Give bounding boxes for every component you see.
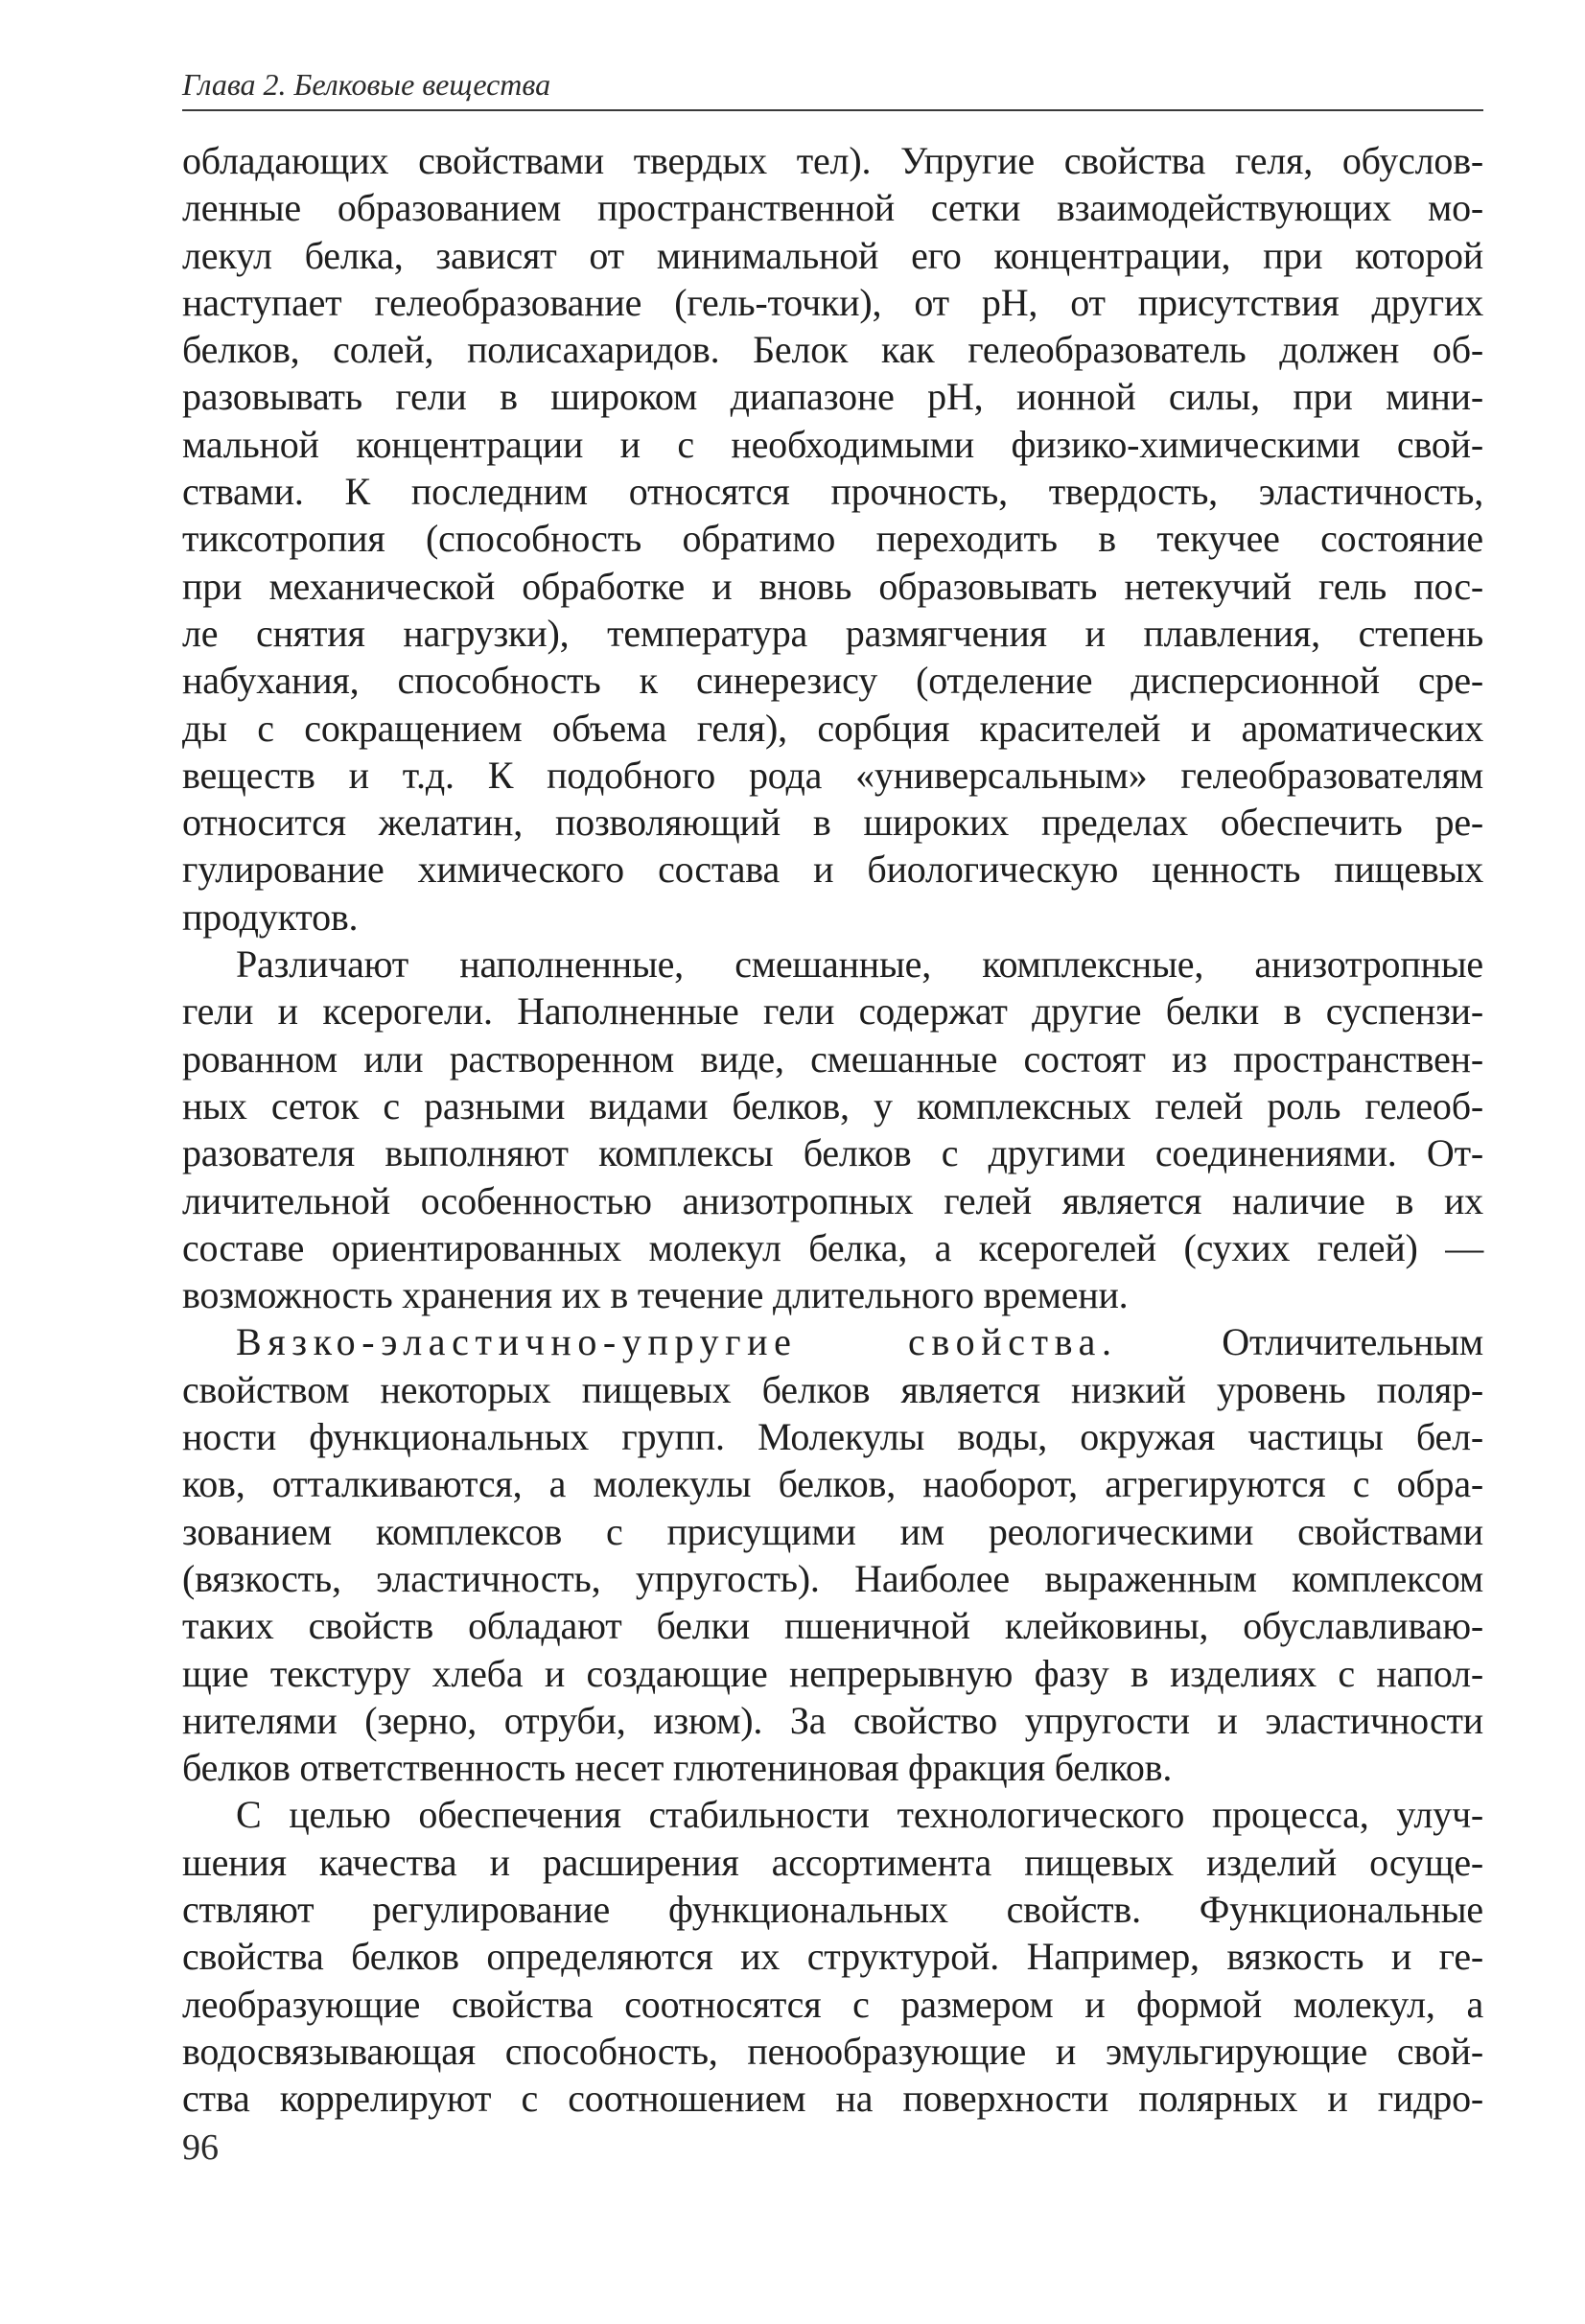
text-line: Различают наполненные, смешанные, комплексные, анизотропные	[236, 942, 1483, 987]
text-line: свойством некоторых пищевых белков является низкий уровень поляр-	[182, 1367, 1483, 1411]
section-heading: Вязко-эластично-упругие свойства.	[236, 1320, 1118, 1364]
text-line: водосвязывающая способность, пенообразующие и эмульгирующие свой-	[182, 2029, 1483, 2073]
text-line: шения качества и расширения ассортимента пищевых изделий осуще-	[182, 1840, 1483, 1884]
text-line: лекул белка, зависят от минимальной его концентрации, при которой	[182, 233, 1483, 277]
chapter-title: Глава 2. Белковые вещества	[182, 67, 551, 102]
text-line: ленные образованием пространственной сетки взаимодействующих мо-	[182, 186, 1483, 230]
text-line: ствляют регулирование функциональных свойств. Функциональные	[182, 1887, 1483, 1931]
heading-line-rest: Отличительным	[1222, 1320, 1483, 1364]
text-line: таких свойств обладают белки пшеничной клейковины, обуславливаю-	[182, 1604, 1483, 1648]
text-line: возможность хранения их в течение длительного времени.	[182, 1273, 1129, 1317]
text-line: ства коррелируют с соотношением на поверхности полярных и гидро-	[182, 2077, 1483, 2121]
text-line: составе ориентированных молекул белка, а ксерогелей (сухих гелей) —	[182, 1225, 1483, 1269]
text-line	[182, 1318, 1483, 1365]
page-number: 96	[182, 2127, 219, 2168]
running-header	[182, 61, 1483, 111]
text-line: белков ответственность несет глютениновая фракция белков.	[182, 1746, 1173, 1790]
paragraph-1	[182, 137, 1483, 941]
paragraph-3	[182, 1318, 1483, 1791]
text-line: ды с сокращением объема геля), сорбция красителей и ароматических	[182, 706, 1483, 750]
text-line: мальной концентрации и с необходимыми физико-химическими свой-	[182, 422, 1483, 466]
text-line: продуктов.	[182, 895, 359, 939]
text-line: веществ и т.д. К подобного рода «универсальным» гелеобразователям	[182, 753, 1483, 797]
text-line: тиксотропия (способность обратимо переходить в текучее состояние	[182, 517, 1483, 561]
text-line: ных сеток с разными видами белков, у комплексных гелей роль гелеоб-	[182, 1083, 1483, 1127]
text-line: наступает гелеобразование (гель-точки), от pH, от присутствия других	[182, 280, 1483, 324]
text-line: разователя выполняют комплексы белков с другими соединениями. От-	[182, 1131, 1483, 1175]
text-line: рованном или растворенном виде, смешанные состоят из пространствен-	[182, 1036, 1483, 1081]
paragraph-4	[182, 1791, 1483, 2122]
text-line: гели и ксерогели. Наполненные гели содержат другие белки в суспензи-	[182, 989, 1483, 1034]
text-line: С целью обеспечения стабильности технологического процесса, улуч-	[236, 1793, 1483, 1837]
text-line: ков, отталкиваются, а молекулы белков, наоборот, агрегируются с обра-	[182, 1462, 1483, 1506]
text-line: ности функциональных групп. Молекулы воды, окружая частицы бел-	[182, 1415, 1483, 1459]
text-line: нителями (зерно, отруби, изюм). За свойство упругости и эластичности	[182, 1698, 1483, 1742]
text-line: обладающих свойствами твердых тел). Упругие свойства геля, обуслов-	[182, 139, 1483, 182]
text-line: разовывать гели в широком диапазоне pH, ионной силы, при мини-	[182, 375, 1483, 419]
text-line: личительной особенностью анизотропных гелей является наличие в их	[182, 1178, 1483, 1222]
text-line: гулирование химического состава и биологическую ценность пищевых	[182, 848, 1483, 892]
body-text	[182, 137, 1483, 2122]
text-line: ле снятия нагрузки), температура размягчения и плавления, степень	[182, 611, 1483, 655]
text-line: зованием комплексов с присущими им реологическими свойствами	[182, 1509, 1483, 1553]
text-line: щие текстуру хлеба и создающие непрерывную фазу в изделиях с напол-	[182, 1651, 1483, 1695]
text-line: ствами. К последним относятся прочность, твердость, эластичность,	[182, 470, 1483, 514]
paragraph-2	[182, 941, 1483, 1318]
text-line: относится желатин, позволяющий в широких пределах обеспечить ре-	[182, 801, 1483, 845]
text-line: леобразующие свойства соотносятся с размером и формой молекул, а	[182, 1982, 1483, 2026]
text-line: свойства белков определяются их структурой. Например, вязкость и ге-	[182, 1935, 1483, 1979]
text-line: белков, солей, полисахаридов. Белок как гелеобразователь должен об-	[182, 328, 1483, 372]
text-line: (вязкость, эластичность, упругость). Наиболее выраженным комплексом	[182, 1556, 1483, 1600]
text-line: набухания, способность к синерезису (отделение дисперсионной сре-	[182, 659, 1483, 703]
text-line: при механической обработке и вновь образовывать нетекучий гель пос-	[182, 564, 1483, 608]
